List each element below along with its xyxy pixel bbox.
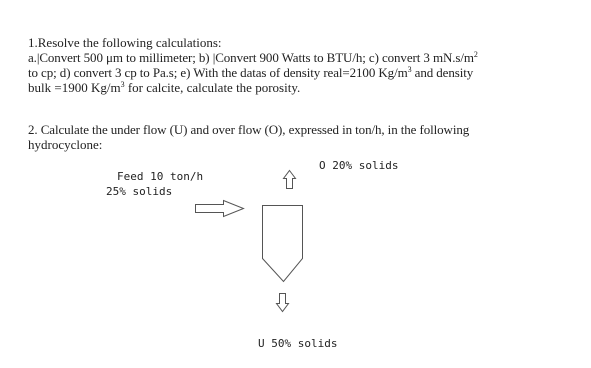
underflow-label: U 50% solids bbox=[258, 337, 338, 350]
underflow-arrow bbox=[277, 294, 289, 312]
problem-1-heading: 1.Resolve the following calculations: bbox=[28, 35, 222, 50]
overflow-arrow bbox=[284, 171, 296, 189]
problem-2-line-1: 2. Calculate the under flow (U) and over flow (O), expressed in ton/h, in the following bbox=[28, 122, 470, 137]
overflow-label: O 20% solids bbox=[319, 159, 399, 172]
hydrocyclone-body bbox=[263, 206, 303, 282]
problem-1-line-4-tail: for calcite, calculate the porosity. bbox=[124, 80, 301, 95]
problem-1-line-2-text: a.|Convert 500 μm to millimeter; b) |Convert 900 Watts to BTU/h; c) convert 3 mN.s/m bbox=[28, 50, 474, 65]
problem-1-line-3-tail: and density bbox=[411, 65, 474, 80]
feed-label: Feed 10 ton/h bbox=[117, 170, 204, 183]
exponent: 3 bbox=[407, 65, 412, 74]
exponent: 3 bbox=[120, 80, 125, 89]
feed-solids-label: 25% solids bbox=[106, 185, 173, 198]
problem-1-line-4-text: bulk =1900 Kg/m bbox=[28, 80, 121, 95]
exponent: 2 bbox=[473, 50, 478, 59]
problem-1-line-3-text: to cp; d) convert 3 cp to Pa.s; e) With the datas of density real=2100 Kg/m bbox=[28, 65, 408, 80]
problem-2-line-2: hydrocyclone: bbox=[28, 137, 103, 152]
feed-arrow bbox=[196, 201, 244, 217]
